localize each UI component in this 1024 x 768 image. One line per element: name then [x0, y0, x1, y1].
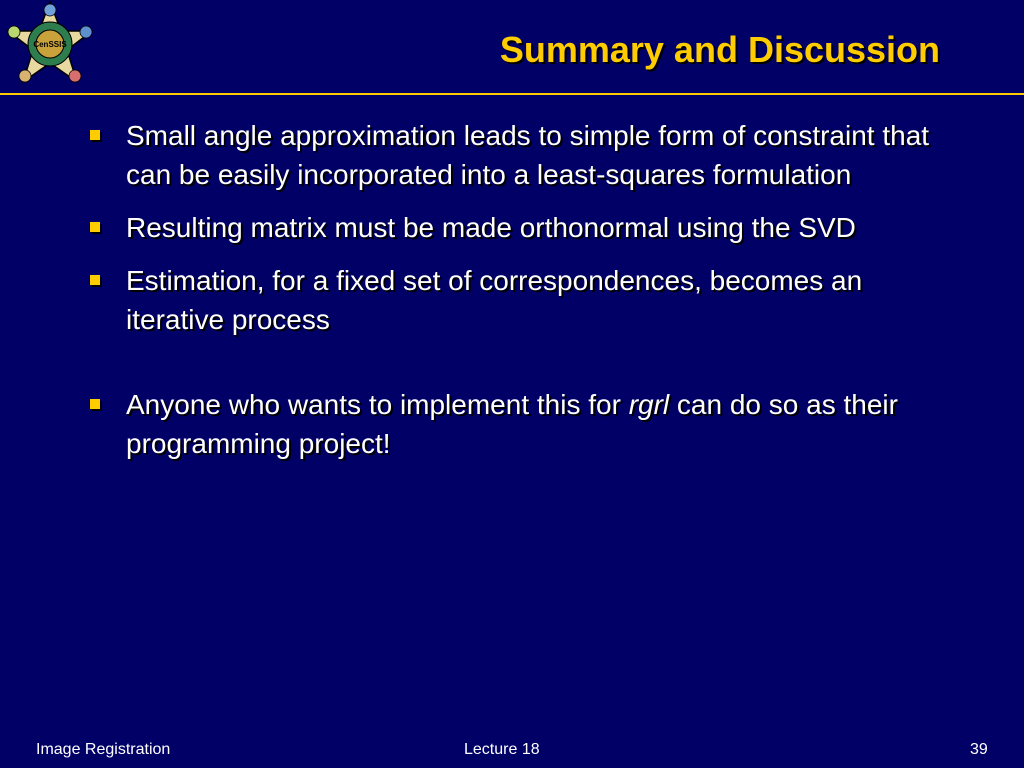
- bullet-text: Estimation, for a fixed set of correspondences, becomes an iterative process: [126, 265, 863, 335]
- slide-title: Summary and Discussion: [499, 29, 940, 70]
- title-divider: [0, 93, 1024, 95]
- footer-course: Image Registration: [36, 741, 171, 758]
- logo-planet-left: [8, 26, 20, 38]
- bullet-text-emphasis: rgrl: [628, 389, 670, 420]
- bullet-item: [86, 208, 946, 247]
- bullet-item: [86, 385, 946, 463]
- logo-planet-top: [44, 4, 56, 16]
- footer-lecture: Lecture 18: [464, 741, 540, 758]
- logo-planet-bottom-right: [69, 70, 81, 82]
- logo-text: CenSSIS: [33, 40, 67, 49]
- bullet-list: [86, 116, 946, 477]
- square-bullet-icon: [90, 222, 100, 232]
- logo-planet-right: [80, 26, 92, 38]
- bullet-item: [86, 116, 946, 194]
- square-bullet-icon: [90, 399, 100, 409]
- bullet-text: Resulting matrix must be made orthonormal using the SVD: [126, 212, 856, 243]
- bullet-item: [86, 261, 946, 339]
- square-bullet-icon: [90, 275, 100, 285]
- footer-page-number: 39: [970, 741, 988, 758]
- bullet-text-before: Anyone who wants to implement this for: [126, 389, 629, 420]
- censsis-logo: [0, 0, 100, 92]
- logo-planet-bottom-left: [19, 70, 31, 82]
- bullet-text-after: can do so as their programming project!: [126, 389, 898, 459]
- square-bullet-icon: [90, 130, 100, 140]
- bullet-text: Small angle approximation leads to simple form of constraint that can be easily incorporated into a least-squares formulation: [126, 120, 930, 190]
